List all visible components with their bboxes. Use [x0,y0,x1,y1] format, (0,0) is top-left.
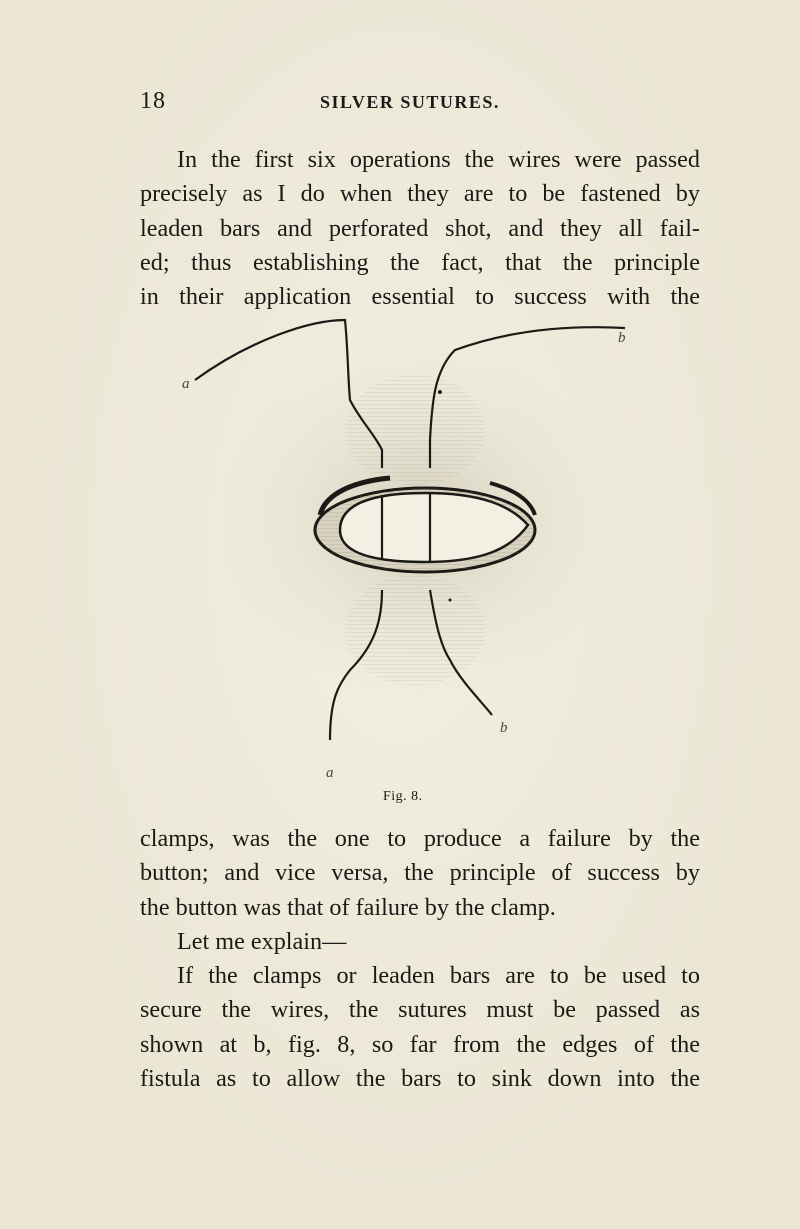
figure-caption: Fig. 8. [383,789,423,804]
text-line: Let me explain— [177,927,347,955]
text-line: fistula as to allow the bars to sink down into the [140,1065,700,1093]
running-title: SILVER SUTURES. [320,92,500,112]
text-line: secure the wires, the sutures must be passed as [140,996,700,1024]
label-lower-b: b [500,720,508,736]
text-line: If the clamps or leaden bars are to be used to [177,962,700,990]
suture-diagram [150,300,700,820]
text-line: leaden bars and perforated shot, and they all fail- [140,214,700,242]
text-line: precisely as I do when they are to be fastened by [140,180,700,208]
text-line: shown at b, fig. 8, so far from the edges of the [140,1030,700,1058]
running-head [138,88,698,118]
paragraph-bottom [140,822,700,1096]
text-line: in their application essential to success with the [140,283,700,311]
text-line: button; and vice versa, the principle of success by [140,859,700,887]
page-number: 18 [140,88,166,114]
text-line: In the first six operations the wires were passed [177,146,700,173]
text-line: clamps, was the one to produce a failure by the [140,825,700,852]
figure-8-illustration [150,300,700,820]
paragraph-top [140,143,700,314]
upper-hatching [345,375,485,485]
lower-hatching [345,575,485,685]
label-lower-a: a [326,765,334,781]
text-line: ed; thus establishing the fact, that the principle [140,248,700,276]
text-line: the button was that of failure by the clamp. [140,893,556,921]
label-upper-b: b [618,330,626,346]
label-upper-a: a [182,376,190,392]
